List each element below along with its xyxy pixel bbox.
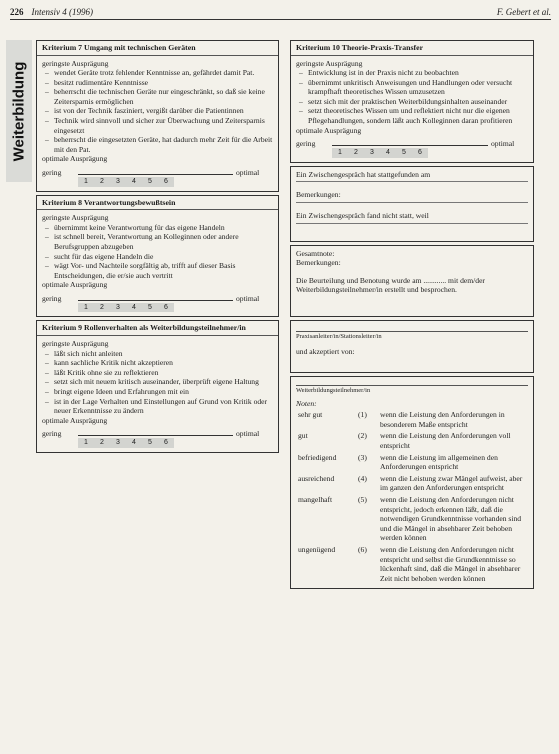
grade-name: sehr gut [298, 410, 323, 420]
overall-grade-label[interactable]: Gesamtnote: [296, 248, 335, 258]
list-item: – beherrscht die eingesetzten Geräte, hat dadurch mehr Zeit für die Arbeit mit den Pat. [42, 135, 273, 154]
list-item: – setzt theoretisches Wissen um und reflektiert nicht nur die eigenen Pflegehandlungen, sondern läßt auch Kolleginnen daran profitieren [296, 106, 528, 125]
scale-high-label: optimal [236, 293, 260, 303]
signature-box [290, 320, 534, 373]
participant-line[interactable]: Weiterbildungsteilnehmer/in [296, 385, 528, 395]
grade-description: wenn die Leistung zwar Mängel aufweist, aber im ganzen den Anforderungen entspricht [380, 473, 523, 493]
list-item: – übernimmt unkritisch Anweisungen und Handlungen oder versucht krampfhaft theoretisches Wissen umzusetzen [296, 78, 528, 97]
grade-description: wenn die Leistung den Anforderungen in besonderem Maße entspricht [380, 410, 505, 429]
scale-low-label: gering [42, 168, 62, 178]
rating-numbers [78, 438, 174, 448]
rating-scale [42, 168, 273, 187]
section-tab [6, 40, 32, 182]
grade-name: ungenügend [298, 544, 336, 554]
criterion-list [42, 68, 273, 154]
rating-numbers [332, 148, 428, 158]
left-column [36, 40, 279, 456]
grade-number: (3) [358, 452, 367, 462]
overall-remarks[interactable]: Bemerkungen: [296, 258, 341, 268]
overall-statement: Die Beurteilung und Benotung wurde am ............ mit dem/der Weiterbildungsteilnehmer/in erstellt und besprochen. [296, 275, 485, 295]
rating-number[interactable]: 5 [148, 303, 152, 311]
table-row [298, 495, 526, 543]
criterion-8-box [36, 195, 279, 318]
grades-table [296, 408, 528, 585]
rating-number[interactable]: 3 [116, 178, 120, 186]
grade-description: wenn die Leistung im allgemeinen den Anforderungen entspricht [380, 452, 498, 472]
grade-number: (1) [358, 410, 367, 420]
scale-low-label: gering [42, 293, 62, 303]
rating-number[interactable]: 4 [386, 149, 390, 157]
rating-line[interactable] [78, 294, 233, 301]
list-item: – läßt Kritik ohne sie zu reflektieren [42, 368, 273, 378]
grade-name: gut [298, 431, 308, 441]
grade-number: (6) [358, 544, 367, 554]
list-item: – beherrscht die technischen Geräte nur eingeschränkt, so daß sie keine Zeitersparnis ermöglichen [42, 87, 273, 106]
rating-number[interactable]: 6 [164, 303, 168, 311]
list-item: – sucht für das eigene Handeln die [42, 252, 273, 262]
rating-number[interactable]: 2 [100, 439, 104, 447]
rating-scale [42, 429, 273, 448]
low-label: geringste Ausprägung [42, 213, 109, 223]
rating-number[interactable]: 4 [132, 303, 136, 311]
scale-low-label: gering [42, 429, 62, 439]
rating-number[interactable]: 2 [100, 303, 104, 311]
interim-took-place[interactable]: Ein Zwischengespräch hat stattgefunden am [296, 170, 528, 183]
list-item: – ist in der Lage Verhalten und Einstellungen auf Grund von Kritik oder neuer Erkenntnisse zu ändern [42, 397, 273, 416]
criterion-10-box [290, 40, 534, 163]
list-item: – ist schnell bereit, Verantwortung an Kolleginnen oder andere Berufsgruppen abzugeben [42, 232, 273, 251]
rating-number[interactable]: 2 [354, 149, 358, 157]
interim-remarks[interactable]: Bemerkungen: [296, 190, 528, 203]
list-item: – wägt Vor- und Nachteile sorgfältig ab, trifft auf dieser Basis Entscheidungen, die er/sie auch vertritt [42, 261, 273, 280]
list-item: – besitzt rudimentäre Kenntnisse [42, 78, 273, 88]
signature-line[interactable]: Praxisanleiter/in/Stationsleiter/in [296, 331, 528, 341]
rating-line[interactable] [78, 429, 233, 436]
criterion-title: Kriterium 10 Theorie-Praxis-Transfer [291, 43, 533, 56]
table-row [298, 410, 526, 429]
rating-numbers [78, 303, 174, 313]
journal-name: Intensiv 4 (1996) [31, 7, 93, 17]
overall-grade-box [290, 245, 534, 317]
list-item: – Entwicklung ist in der Praxis nicht zu beobachten [296, 68, 528, 78]
criterion-7-box [36, 40, 279, 192]
high-label: optimale Ausprägung [42, 280, 108, 290]
high-label: optimale Ausprägung [296, 125, 362, 135]
low-label: geringste Ausprägung [42, 58, 109, 68]
grade-number: (4) [358, 473, 367, 483]
scale-low-label: gering [296, 139, 316, 149]
rating-number[interactable]: 6 [418, 149, 422, 157]
low-label: geringste Ausprägung [42, 338, 109, 348]
rating-number[interactable]: 4 [132, 178, 136, 186]
rating-scale [296, 139, 528, 158]
rating-number[interactable]: 1 [84, 178, 88, 186]
criterion-title: Kriterium 9 Rollenverhalten als Weiterbildungsteilnehmer/in [37, 323, 278, 336]
rating-number[interactable]: 4 [132, 439, 136, 447]
criterion-list [296, 68, 528, 126]
section-tab-label: Weiterbildung [10, 61, 28, 161]
rating-number[interactable]: 3 [116, 303, 120, 311]
grade-name: ausreichend [298, 473, 335, 483]
page-number: 226 [10, 7, 24, 17]
rating-number[interactable]: 3 [116, 439, 120, 447]
right-column [290, 40, 534, 592]
grade-description: wenn die Leistung den Anforderungen nicht entspricht, jedoch erkennen läßt, daß die notwendigen Grundkenntnisse vorhanden sind und die Mängel in absehbarer Zeit behoben werden können [380, 494, 522, 543]
scale-high-label: optimal [236, 429, 260, 439]
rating-number[interactable]: 3 [370, 149, 374, 157]
rating-line[interactable] [78, 168, 233, 175]
rating-number[interactable]: 2 [100, 178, 104, 186]
page-header [10, 4, 551, 20]
interim-not-took-place[interactable]: Ein Zwischengespräch fand nicht statt, weil [296, 211, 528, 224]
rating-number[interactable]: 5 [148, 439, 152, 447]
interim-talk-box [290, 166, 534, 242]
criterion-9-box [36, 320, 279, 452]
table-row [298, 545, 526, 583]
rating-line[interactable] [332, 139, 488, 146]
rating-number[interactable]: 6 [164, 178, 168, 186]
low-label: geringste Ausprägung [296, 58, 363, 68]
grade-name: befriedigend [298, 452, 337, 462]
grade-description: wenn die Leistung den Anforderungen voll entspricht [380, 431, 511, 450]
high-label: optimale Ausprägung [42, 415, 108, 425]
rating-number[interactable]: 5 [402, 149, 406, 157]
scale-high-label: optimal [491, 139, 515, 149]
list-item: – setzt sich mit der praktischen Weiterbildungsinhalten auseinander [296, 97, 528, 107]
criterion-list [42, 349, 273, 416]
author-name: F. Gebert et al. [496, 7, 551, 17]
rating-number[interactable]: 1 [338, 149, 342, 157]
list-item: – wendet Geräte trotz fehlender Kenntnisse an, gefährdet damit Pat. [42, 68, 273, 78]
grade-number: (2) [358, 431, 367, 441]
rating-numbers [78, 177, 174, 187]
rating-number[interactable]: 5 [148, 178, 152, 186]
list-item: – kann sachliche Kritik nicht akzeptieren [42, 358, 273, 368]
criterion-title: Kriterium 8 Verantwortungsbewußtsein [37, 198, 278, 211]
notes-title: Noten: [296, 398, 317, 408]
rating-number[interactable]: 1 [84, 303, 88, 311]
grade-number: (5) [358, 494, 367, 504]
criterion-list [42, 223, 273, 281]
list-item: – übernimmt keine Verantwortung für das eigene Handeln [42, 223, 273, 233]
criterion-title: Kriterium 7 Umgang mit technischen Geräten [37, 43, 278, 56]
list-item: – ist von der Technik fasziniert, vergißt darüber die Patientinnen [42, 106, 273, 116]
table-row [298, 431, 526, 450]
grade-description: wenn die Leistung den Anforderungen nicht entspricht und selbst die Grundkenntnisse so lückenhaft sind, daß die Mängel in absehbarer Zeit nicht behoben werden können [380, 544, 521, 583]
list-item: – Technik wird sinnvoll und sicher zur Überwachung und Zeitersparnis eingesetzt [42, 116, 273, 135]
high-label: optimale Ausprägung [42, 154, 108, 164]
grades-box [290, 376, 534, 590]
grade-name: mangelhaft [298, 494, 333, 504]
table-row [298, 453, 526, 472]
list-item: – bringt eigene Ideen und Erfahrungen mit ein [42, 387, 273, 397]
list-item: – setzt sich mit neuem kritisch auseinander, überprüft eigene Haltung [42, 377, 273, 387]
rating-scale [42, 294, 273, 313]
rating-number[interactable]: 6 [164, 439, 168, 447]
scale-high-label: optimal [236, 168, 260, 178]
list-item: – läßt sich nicht anleiten [42, 349, 273, 359]
signature-text: und akzeptiert von: [296, 347, 355, 356]
table-row [298, 474, 526, 493]
rating-number[interactable]: 1 [84, 439, 88, 447]
